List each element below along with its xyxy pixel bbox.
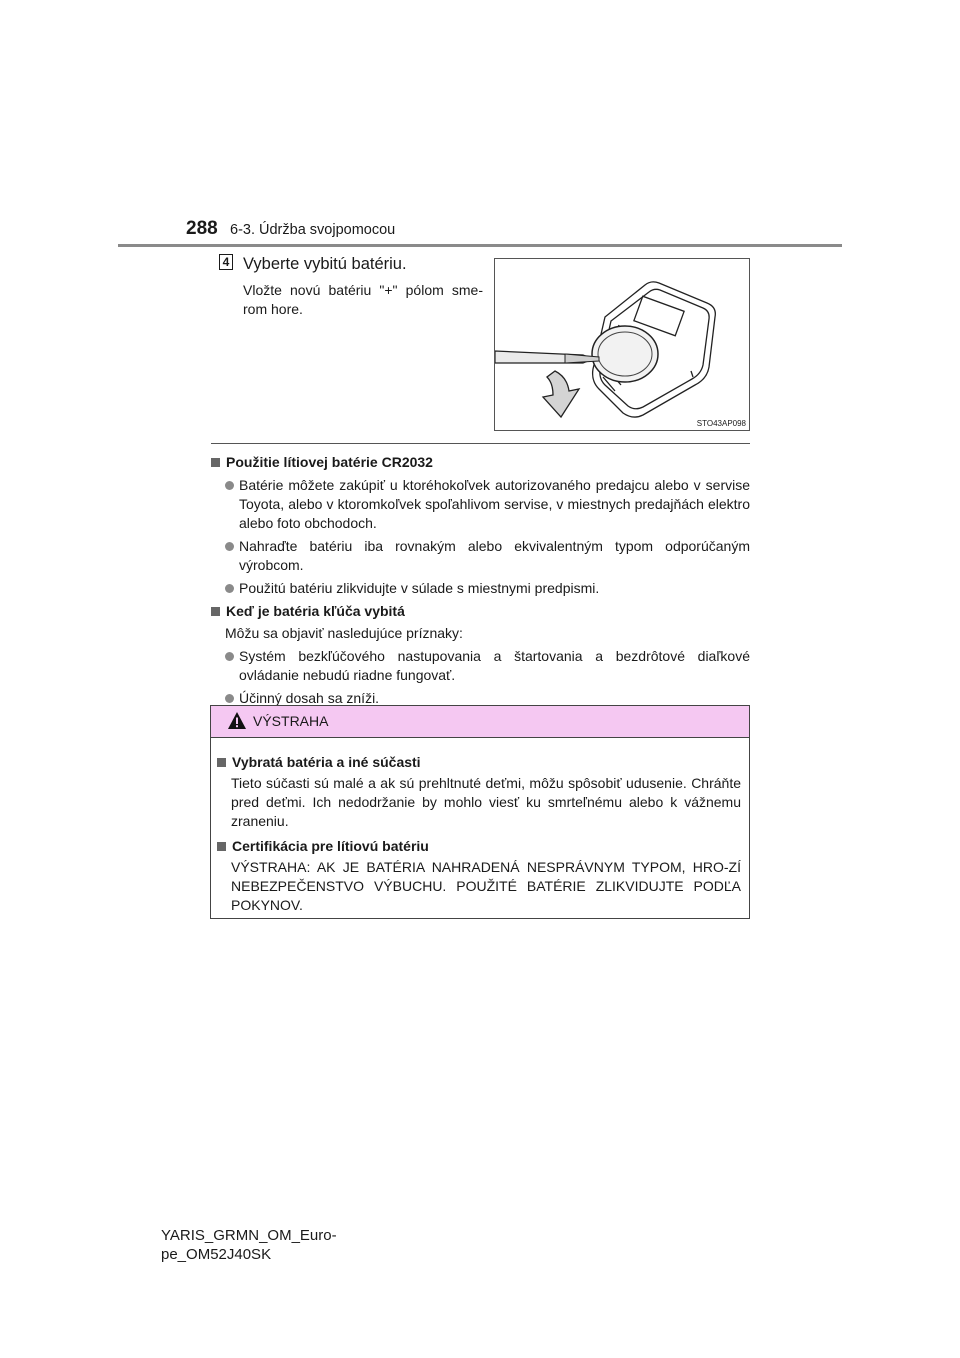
list-item-text: Použitú batériu zlikvidujte v súlade s miestnymi predpismi. bbox=[239, 580, 600, 596]
battery-removal-illustration bbox=[494, 258, 750, 431]
warning-triangle-icon bbox=[227, 711, 247, 731]
warning-section-heading bbox=[217, 837, 741, 856]
section-heading-text: Použitie lítiovej batérie CR2032 bbox=[226, 454, 433, 470]
section-intro: Môžu sa objaviť nasledujúce príznaky: bbox=[225, 625, 463, 641]
bullet-dot-icon bbox=[225, 542, 234, 551]
list-item-text: Účinný dosah sa zníži. bbox=[239, 690, 380, 706]
bullet-dot-icon bbox=[225, 694, 234, 703]
step-number-box: 4 bbox=[219, 254, 233, 270]
bullet-dot-icon bbox=[225, 652, 234, 661]
list-item-text: Systém bezkľúčového nastupovania a štartovania a bezdrôtové diaľkové ovládanie nebudú riadne fungovať. bbox=[239, 648, 750, 683]
document-footer bbox=[161, 1226, 337, 1264]
warning-text: VÝSTRAHA: AK JE BATÉRIA NAHRADENÁ NESPRÁVNYM TYPOM, HRO-ZÍ NEBEZPEČENSTVO VÝBUCHU. POUŽITÉ BATÉRIE ZLIKVIDUJTE PODĽA POKYNOV. bbox=[231, 859, 741, 913]
warning-header bbox=[211, 706, 749, 738]
section-divider bbox=[211, 443, 750, 444]
bullet-dot-icon bbox=[225, 481, 234, 490]
key-fob-drawing bbox=[495, 259, 750, 431]
warning-heading-text: Vybratá batéria a iné súčasti bbox=[232, 754, 421, 770]
list-item-text: Nahraďte batériu iba rovnakým alebo ekvivalentným typom odporúčaným výrobcom. bbox=[239, 538, 750, 573]
header-divider bbox=[118, 244, 842, 247]
footer-line: YARIS_GRMN_OM_Euro- bbox=[161, 1227, 337, 1244]
list-item bbox=[225, 476, 750, 533]
square-bullet-icon bbox=[217, 842, 226, 851]
step-title: Vyberte vybitú batériu. bbox=[243, 255, 407, 273]
content-body bbox=[211, 451, 750, 708]
warning-text: Tieto súčasti sú malé a ak sú prehltnuté deťmi, môžu spôsobiť udusenie. Chráňte pred deťmi. Ich nedodržanie by mohlo viesť ku smrteľnému alebo k vážnemu zraneniu. bbox=[231, 775, 741, 829]
footer-line: pe_OM52J40SK bbox=[161, 1246, 272, 1263]
step-description: Vložte novú batériu "+" pólom sme-rom hore. bbox=[243, 282, 483, 317]
list-item bbox=[225, 537, 750, 575]
bullet-dot-icon bbox=[225, 584, 234, 593]
warning-heading-text: Certifikácia pre lítiovú batériu bbox=[232, 838, 429, 854]
section-heading bbox=[211, 453, 750, 472]
warning-box bbox=[210, 705, 750, 919]
square-bullet-icon bbox=[211, 458, 220, 467]
warning-label: VÝSTRAHA bbox=[253, 713, 329, 729]
section-title: 6-3. Údržba svojpomocou bbox=[230, 222, 396, 238]
section-heading-text: Keď je batéria kľúča vybitá bbox=[226, 603, 405, 619]
list-item-text: Batérie môžete zakúpiť u ktoréhokoľvek autorizovaného predajcu alebo v servise Toyota, alebo v ktoromkoľvek spoľahlivom servise, v miestnych predajňách elektro alebo foto obchodoch. bbox=[239, 477, 750, 531]
square-bullet-icon bbox=[211, 607, 220, 616]
warning-body bbox=[211, 738, 749, 915]
figure-code: STO43AP098 bbox=[696, 419, 746, 428]
list-item bbox=[225, 647, 750, 685]
section-heading bbox=[211, 602, 750, 621]
list-item bbox=[225, 579, 750, 598]
square-bullet-icon bbox=[217, 758, 226, 767]
page-number: 288 bbox=[186, 218, 218, 239]
warning-section-heading bbox=[217, 753, 741, 772]
